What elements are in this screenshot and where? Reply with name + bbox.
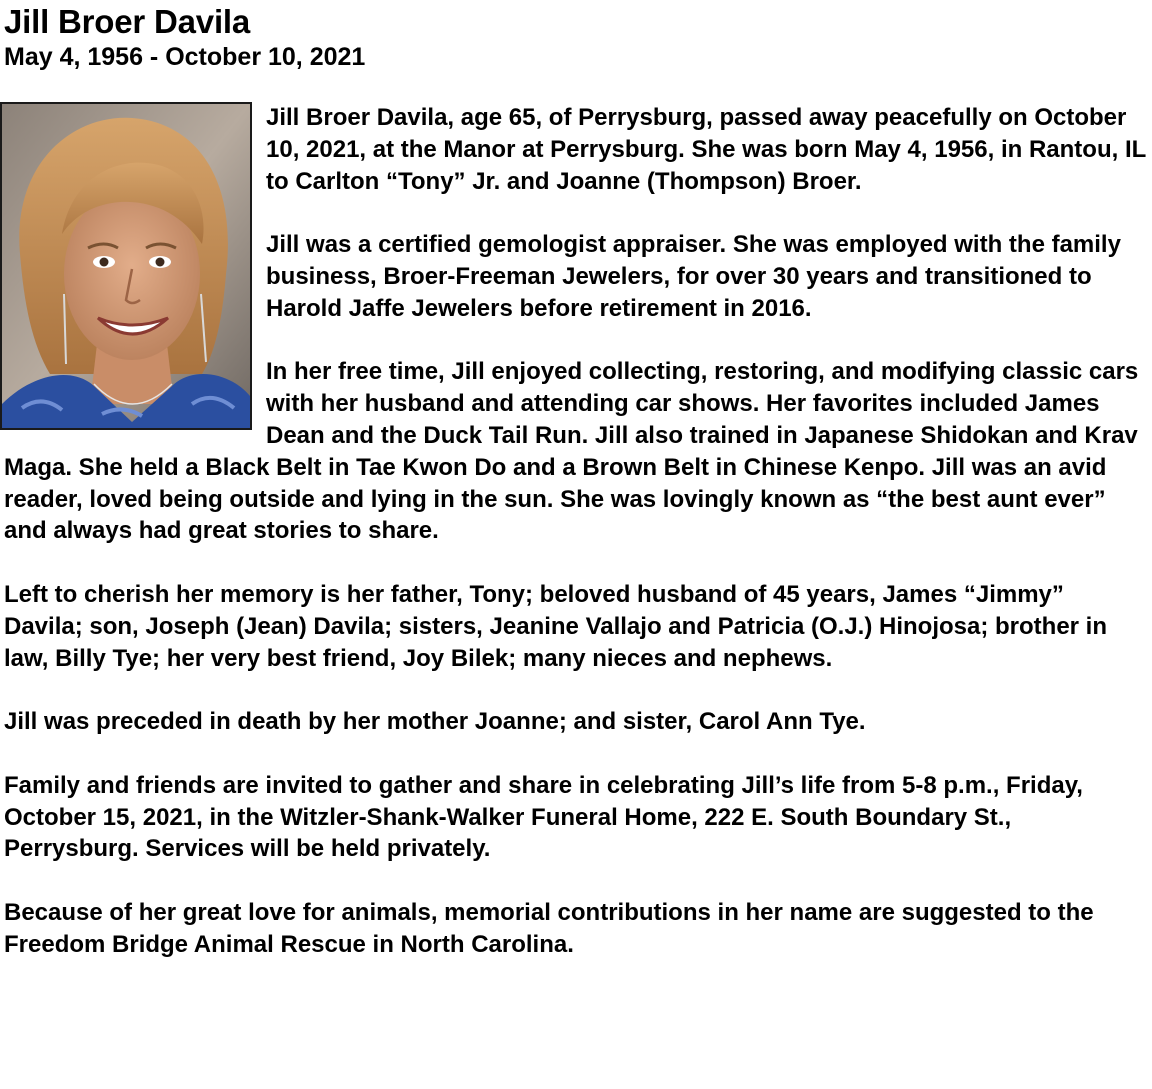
paragraph-intro: Jill Broer Davila, age 65, of Perrysburg, passed away peacefully on October 10, 2021, at the Manor at Perrysburg. She was born May 4, 1956, in Rantou, IL to Carlton “Tony” Jr. and Joanne (Thompson) Broer.	[266, 104, 1146, 195]
paragraph-hobbies: In her free time, Jill enjoyed collecting, restoring, and modifying classic cars with her husband and attending car shows. Her favorites included James Dean and the Duck Tail Run. Jill also trained in Japanese Shidokan and Krav Maga. She held a Black Belt in Tae Kwon Do and a Brown Belt in Chinese Kenpo. Jill was an avid reader, loved being outside and lying in the sun. She was lovingly known as “the best aunt ever” and always had great stories to share.	[4, 358, 1139, 545]
paragraph-survivors: Left to cherish her memory is her father, Tony; beloved husband of 45 years, James “Jimmy” Davila; son, Joseph (Jean) Davila; sisters, Jeanine Vallajo and Patricia (O.J.) Hinojosa; brother in law, Billy Tye; her very best friend, Joy Bilek; many nieces and nephews.	[4, 580, 1108, 672]
life-dates: May 4, 1956 - October 10, 2021	[4, 43, 366, 71]
paragraph-preceded: Jill was preceded in death by her mother Joanne; and sister, Carol Ann Tye.	[4, 708, 866, 736]
paragraph-career: Jill was a certified gemologist appraiser. She was employed with the family business, Broer-Freeman Jewelers, for over 30 years and transitioned to Harold Jaffe Jewelers before retirement in 2016.	[266, 231, 1121, 322]
obituary-page	[4, 0, 1146, 961]
portrait-photo	[0, 102, 252, 430]
portrait-icon	[2, 104, 250, 428]
deceased-name: Jill Broer Davila	[4, 3, 251, 40]
paragraph-memorial: Because of her great love for animals, memorial contributions in her name are suggested to the Freedom Bridge Animal Rescue in North Carolina.	[4, 898, 1094, 958]
obituary-body	[4, 102, 1146, 961]
paragraph-services: Family and friends are invited to gather and share in celebrating Jill’s life from 5-8 p.m., Friday, October 15, 2021, in the Witzler-Shank-Walker Funeral Home, 222 E. South Boundary St., Perrysburg. Services will be held privately.	[4, 771, 1083, 863]
